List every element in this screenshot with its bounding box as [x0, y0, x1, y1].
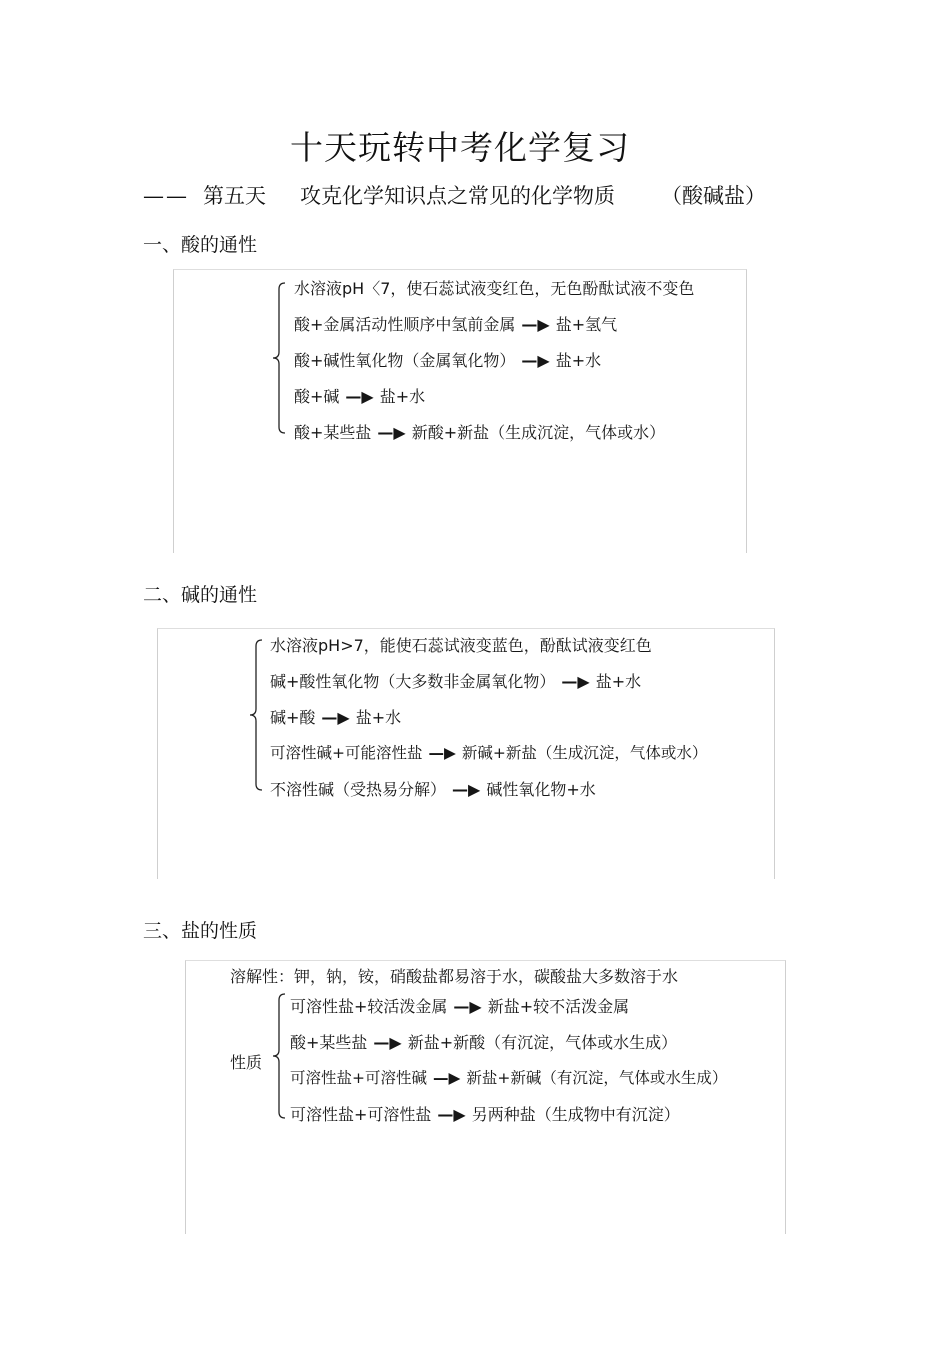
base-line-ph: 水溶液pH>7，能使石蕊试液变蓝色，酚酞试液变红色: [270, 636, 652, 655]
page-subtitle: [143, 180, 766, 210]
products: 新碱+新盐（生成沉淀，气体或水）: [461, 744, 708, 762]
products: 盐+水: [355, 708, 402, 727]
salt-line-metal: [290, 994, 629, 1017]
base-brace-icon: [249, 639, 263, 791]
reactants: 酸+碱: [294, 387, 340, 406]
products: 新盐+新碱（有沉淀，气体或水生成）: [466, 1069, 728, 1087]
section-heading-acid: 一、酸的通性: [143, 234, 258, 256]
arrow-icon: —▶: [521, 351, 550, 370]
reactants: 可溶性盐+可溶性碱: [290, 1069, 427, 1087]
arrow-icon: —▶: [377, 423, 406, 442]
acid-brace-icon: [272, 282, 286, 434]
subtitle-day: 第五天: [203, 184, 266, 208]
salt-brace-icon: [272, 993, 286, 1119]
section-heading-base: 二、碱的通性: [143, 584, 258, 606]
acid-line-metal: [294, 312, 617, 335]
base-line-salt: [270, 741, 707, 763]
arrow-icon: —▶: [428, 744, 456, 762]
acid-properties-box: [173, 269, 747, 553]
reactants: 可溶性盐+可溶性盐: [290, 1105, 432, 1124]
acid-line-ph: 水溶液pH〈7，使石蕊试液变红色，无色酚酞试液不变色: [294, 279, 695, 298]
reactants: 酸+某些盐: [290, 1033, 368, 1052]
arrow-icon: —▶: [433, 1069, 461, 1087]
salt-line-salt: [290, 1102, 680, 1125]
salt-line-base: [290, 1066, 727, 1088]
products: 盐+水: [555, 351, 602, 370]
base-line-oxide: [270, 669, 641, 692]
acid-line-base: [294, 384, 425, 407]
base-properties-box: [157, 628, 775, 879]
products: 盐+水: [595, 672, 642, 691]
salt-brace-label: 性质: [230, 1053, 263, 1072]
reactants: 酸+金属活动性顺序中氢前金属: [294, 315, 516, 334]
products: 盐+氢气: [555, 315, 618, 334]
acid-line-salt: [294, 420, 665, 443]
products: 盐+水: [379, 387, 426, 406]
page-title: 十天玩转中考化学复习: [290, 128, 630, 167]
reactants: 酸+碱性氧化物（金属氧化物）: [294, 351, 516, 370]
base-line-decompose: [270, 777, 596, 800]
reactants: 碱+酸: [270, 708, 316, 727]
acid-line-oxide: [294, 348, 601, 371]
reactants: 碱+酸性氧化物（大多数非金属氧化物）: [270, 672, 556, 691]
arrow-icon: —▶: [561, 672, 590, 691]
arrow-icon: —▶: [321, 708, 350, 727]
arrow-icon: —▶: [373, 1033, 402, 1052]
subtitle-dash: ——: [143, 184, 189, 208]
subtitle-note: （酸碱盐）: [661, 184, 766, 208]
arrow-icon: —▶: [437, 1105, 466, 1124]
section-heading-salt: 三、盐的性质: [143, 920, 258, 942]
arrow-icon: —▶: [521, 315, 550, 334]
reactants: 可溶性碱+可能溶性盐: [270, 744, 423, 762]
salt-solubility: 溶解性：钾，钠，铵，硝酸盐都易溶于水，碳酸盐大多数溶于水: [230, 967, 679, 986]
products: 新酸+新盐（生成沉淀，气体或水）: [411, 423, 666, 442]
products: 新盐+新酸（有沉淀，气体或水生成）: [407, 1033, 678, 1052]
arrow-icon: —▶: [453, 997, 482, 1016]
reactants: 不溶性碱（受热易分解）: [270, 780, 447, 799]
salt-properties-box: [185, 960, 786, 1234]
products: 另两种盐（生成物中有沉淀）: [471, 1105, 680, 1124]
subtitle-topic: 攻克化学知识点之常见的化学物质: [300, 184, 615, 208]
arrow-icon: —▶: [452, 780, 481, 799]
arrow-icon: —▶: [345, 387, 374, 406]
salt-line-acid: [290, 1030, 677, 1053]
reactants: 可溶性盐+较活泼金属: [290, 997, 448, 1016]
base-line-acid: [270, 705, 401, 728]
reactants: 酸+某些盐: [294, 423, 372, 442]
products: 碱性氧化物+水: [486, 780, 596, 799]
products: 新盐+较不活泼金属: [487, 997, 630, 1016]
